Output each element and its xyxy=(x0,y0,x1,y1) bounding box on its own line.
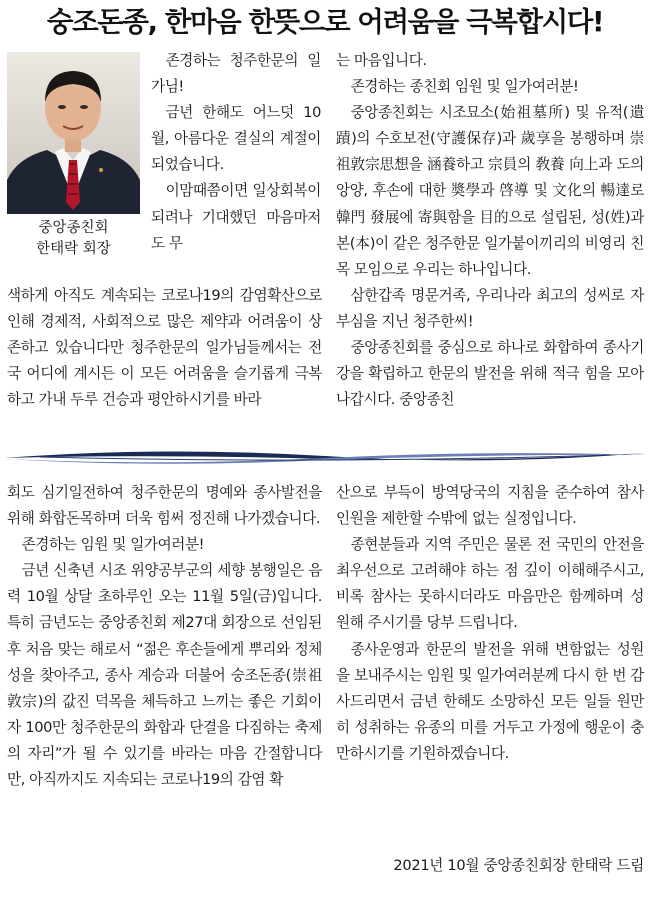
paragraph: 금년 신축년 시조 위양공부군의 세향 봉행일은 음력 10월 상달 초하루인 오는 11월 5일(금)입니다. 특히 금년도는 중앙종친회 제27대 회장으로 선임된 후 처음 맞는 해로서 “젊은 후손들에게 뿌리와 정체성을 찾아주고, 종사 계승과 더불어 숭조돈종(崇祖敦宗)의 값진 덕목을 체득하고 느끼는 좋은 기회이자 100만 청주한문의 화합과 단결을 다짐하는 축제의 자리”가 될 수 있기를 바라는 마음 간절합니다만, 아직까지도 지속되는 코로나19의 감염 확 xyxy=(7,562,322,789)
photo-caption xyxy=(7,218,140,260)
article-headline: 숭조돈종, 한마음 한뜻으로 어려움을 극복합시다! xyxy=(46,6,604,38)
decorative-divider xyxy=(0,442,650,472)
paragraph: 중앙종친회는 시조묘소(始祖墓所) 및 유적(遺蹟)의 수호보전(守護保存)과 歲享을 봉행하며 崇祖敦宗思想을 涵養하고 宗員의 敎養 向上과 도의앙양, 후손에 대한 奬學과 啓導 및 文化의 暢達로 韓門 發展에 寄與함을 目的으로 설립된, 성(姓)과 본(本)이 같은 청주한문 일가붙이끼리의 비영리 친목 모임으로 우리는 하나입니다. xyxy=(336,104,644,278)
paragraph: 이맘때쯤이면 일상회복이 되려나 기대했던 마음마저도 무 xyxy=(151,182,321,252)
column-1-bottom xyxy=(7,283,322,413)
portrait-photo xyxy=(7,52,140,214)
paragraph: 존경하는 청주한문의 일가님! xyxy=(151,52,321,96)
column-1-top xyxy=(151,48,321,257)
caption-organization: 중앙종친회 xyxy=(38,220,109,236)
column-4 xyxy=(336,480,644,767)
column-3 xyxy=(7,480,322,793)
paragraph: 회도 심기일전하여 청주한문의 명예와 종사발전을 위해 화합돈목하며 더욱 힘써 정진해 나가겠습니다. xyxy=(7,484,322,528)
caption-name: 한태락 회장 xyxy=(36,241,111,257)
signature-line: 2021년 10월 중앙종친회장 한태락 드림 xyxy=(393,857,644,874)
paragraph: 금년 한해도 어느덧 10월, 아름다운 결실의 계절이 되었습니다. xyxy=(151,104,321,174)
paragraph: 종사운영과 한문의 발전을 위해 변함없는 성원을 보내주시는 임원 및 일가여러분께 다시 한 번 감사드리면서 금년 한해도 소망하신 모든 일들 원만히 성취하는 유종의 미를 거두고 가정에 행운이 충만하시기를 기원하겠습니다. xyxy=(336,640,644,762)
paragraph: 존경하는 임원 및 일가여러분! xyxy=(21,536,205,554)
paragraph: 중앙종친회를 중심으로 하나로 화합하여 종사기강을 확립하고 한문의 발전을 위해 적극 힘을 모아 나갑시다. 중앙종친 xyxy=(336,339,644,409)
paragraph: 색하게 아직도 계속되는 코로나19의 감염확산으로 인해 경제적, 사회적으로 많은 제약과 어려움이 상존하고 있습니다만 청주한문의 일가님들께서는 전국 어디에 계시든 이 모든 어려움을 슬기롭게 극복하고 가내 두루 건승과 평안하시기를 바라 xyxy=(7,287,322,409)
column-2 xyxy=(336,48,644,413)
paragraph: 는 마음입니다. xyxy=(336,52,427,69)
paragraph: 종현분들과 지역 주민은 물론 전 국민의 안전을 최우선으로 고려해야 하는 점 깊이 이해해주시고, 비록 참사는 못하시더라도 마음만은 함께하며 성원해 주시기를 당부 드립니다. xyxy=(336,536,644,632)
paragraph: 삼한갑족 명문거족, 우리나라 최고의 성씨로 자부심을 지닌 청주한씨! xyxy=(336,286,644,330)
paragraph: 산으로 부득이 방역당국의 지침을 준수하여 참사인원을 제한할 수밖에 없는 실정입니다. xyxy=(336,484,644,528)
paragraph: 존경하는 종친회 임원 및 일가여러분! xyxy=(350,78,579,96)
